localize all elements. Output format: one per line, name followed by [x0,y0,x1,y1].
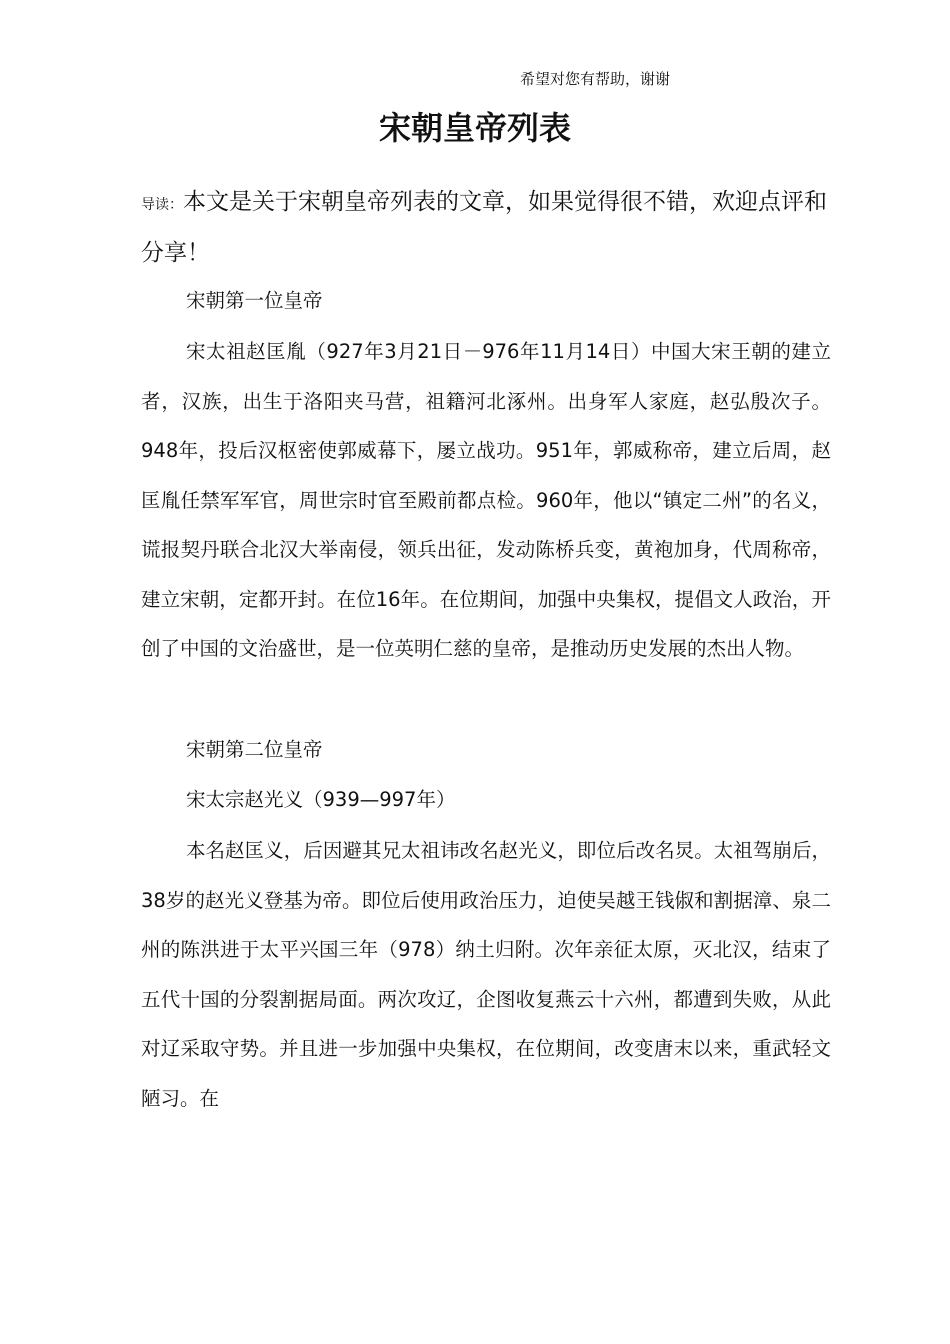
section-heading-second-emperor: 宋朝第二位皇帝 [186,738,323,761]
intro-text: 本文是关于宋朝皇帝列表的文章，如果觉得很不错，欢迎点评和分享！ [141,189,827,266]
section-heading-first-emperor: 宋朝第一位皇帝 [186,289,323,312]
header-note: 希望对您有帮助，谢谢 [520,70,671,88]
intro-paragraph [141,178,831,277]
document-title: 宋朝皇帝列表 [378,109,571,147]
section-body-second-emperor: 本名赵匡义，后因避其兄太祖讳改名赵光义，即位后改名炅。太祖驾崩后，38岁的赵光义登基为帝。即位后使用政治压力，迫使吴越王钱俶和割据漳、泉二州的陈洪进于太平兴国三年（978）纳土归附。次年亲征太原，灭北汉，结束了五代十国的分裂割据局面。两次攻辽，企图收复燕云十六州，都遭到失败，从此对辽采取守势。并且进一步加强中央集权，在位期间，改变唐末以来，重武轻文陋习。在 [141,839,831,1110]
section-body-first-emperor: 宋太祖赵匡胤（927年3月21日－976年11月14日）中国大宋王朝的建立者，汉族，出生于洛阳夹马营，祖籍河北涿州。出身军人家庭，赵弘殷次子。948年，投后汉枢密使郭威幕下，屡立战功。951年，郭威称帝，建立后周，赵匡胤任禁军军官，周世宗时官至殿前都点检。960年，他以“镇定二州”的名义，谎报契丹联合北汉大举南侵，领兵出征，发动陈桥兵变，黄袍加身，代周称帝，建立宋朝，定都开封。在位16年。在位期间，加强中央集权，提倡文人政治，开创了中国的文治盛世，是一位英明仁慈的皇帝，是推动历史发展的杰出人物。 [141,340,831,660]
section-subheading-second-emperor: 宋太宗赵光义（939—997年） [186,788,456,811]
intro-label: 导读： [141,197,183,213]
